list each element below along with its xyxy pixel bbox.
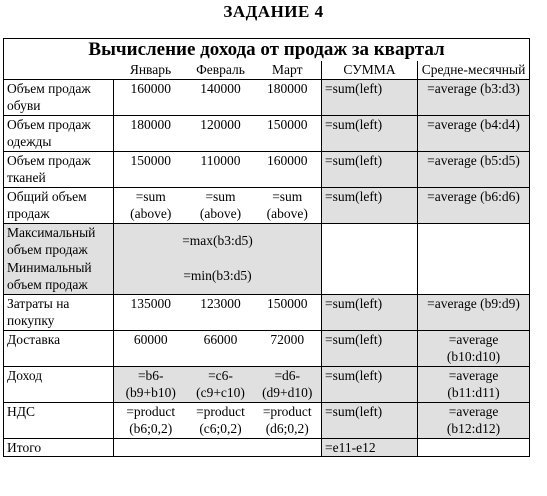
header-average: Средне-месячный <box>418 61 530 79</box>
table-row <box>4 187 530 223</box>
cell-average: =average (b10:d10) <box>418 330 530 366</box>
table-row <box>4 115 530 151</box>
row-label: НДС <box>4 402 114 438</box>
cell-sum: =sum(left) <box>322 79 418 115</box>
table-row <box>4 79 530 115</box>
cell-average: =average (b12:d12) <box>418 402 530 438</box>
page-heading: ЗАДАНИЕ 4 <box>223 2 324 21</box>
cell-jan: 160000 <box>114 79 188 115</box>
cell-average: =average (b3:d3) <box>418 79 530 115</box>
row-label: Объем продаж обуви <box>4 79 114 115</box>
row-label: Доход <box>4 366 114 402</box>
row-label: Объем продаж тканей <box>4 151 114 187</box>
cell-feb: 66000 <box>188 330 254 366</box>
table-row <box>4 438 530 457</box>
cell-empty <box>418 223 530 294</box>
cell-jan: 60000 <box>114 330 188 366</box>
header-january: Январь <box>129 62 172 77</box>
row-label: Максимальный объем продаж <box>4 223 114 259</box>
cell-sum: =sum(left) <box>322 402 418 438</box>
cell-feb: 110000 <box>188 151 254 187</box>
header-february: Февраль <box>196 62 245 77</box>
cell-total: =e11-e12 <box>322 438 418 457</box>
cell-sum: =sum(left) <box>322 330 418 366</box>
cell-empty <box>418 438 530 457</box>
header-march: Март <box>254 61 322 79</box>
cell-empty <box>114 438 322 457</box>
cell-sum: =sum(left) <box>322 366 418 402</box>
cell-mar: 150000 <box>254 115 322 151</box>
header-sum: СУММА <box>322 61 418 79</box>
cell-feb: =sum (above) <box>188 187 254 223</box>
row-label: Объем продаж одежды <box>4 115 114 151</box>
cell-max-formula: =max(b3:d5) <box>114 223 322 259</box>
cell-min-formula: =min(b3:d5) <box>114 259 322 295</box>
cell-jan: =product (b6;0,2) <box>114 402 188 438</box>
cell-feb: =c6-(c9+c10) <box>188 366 254 402</box>
cell-feb: 120000 <box>188 115 254 151</box>
header-blank <box>4 61 114 79</box>
cell-jan: =b6-(b9+b10) <box>114 366 188 402</box>
cell-sum: =sum(left) <box>322 151 418 187</box>
table-row-max <box>4 223 530 259</box>
row-label: Доставка <box>4 330 114 366</box>
cell-average: =average (b6:d6) <box>418 187 530 223</box>
table-title: Вычисление дохода от продаж за квартал <box>4 39 530 62</box>
cell-empty <box>322 223 418 294</box>
cell-jan: 135000 <box>114 294 188 330</box>
table-row <box>4 294 530 330</box>
cell-mar: 72000 <box>254 330 322 366</box>
cell-jan: 180000 <box>114 115 188 151</box>
cell-feb: =product (c6;0,2) <box>188 402 254 438</box>
cell-mar: 160000 <box>254 151 322 187</box>
cell-sum: =sum(left) <box>322 187 418 223</box>
cell-average: =average (b5:d5) <box>418 151 530 187</box>
table-row <box>4 151 530 187</box>
table-row <box>4 366 530 402</box>
table-row <box>4 402 530 438</box>
cell-average: =average (b4:d4) <box>418 115 530 151</box>
row-label: Итого <box>4 438 114 457</box>
cell-average: =average (b9:d9) <box>418 294 530 330</box>
cell-average: =average (b11:d11) <box>418 366 530 402</box>
cell-mar: 180000 <box>254 79 322 115</box>
row-label: Минимальный объем продаж <box>4 259 114 295</box>
income-table <box>3 38 530 457</box>
row-label: Общий объем продаж <box>4 187 114 223</box>
cell-mar: 150000 <box>254 294 322 330</box>
table-row <box>4 330 530 366</box>
cell-jan: =sum (above) <box>114 187 188 223</box>
cell-feb: 123000 <box>188 294 254 330</box>
cell-sum: =sum(left) <box>322 115 418 151</box>
cell-feb: 140000 <box>188 79 254 115</box>
cell-mar: =d6-(d9+d10) <box>254 366 322 402</box>
cell-sum: =sum(left) <box>322 294 418 330</box>
cell-mar: =product (d6;0,2) <box>254 402 322 438</box>
cell-mar: =sum (above) <box>254 187 322 223</box>
row-label: Затраты на покупку <box>4 294 114 330</box>
cell-jan: 150000 <box>114 151 188 187</box>
